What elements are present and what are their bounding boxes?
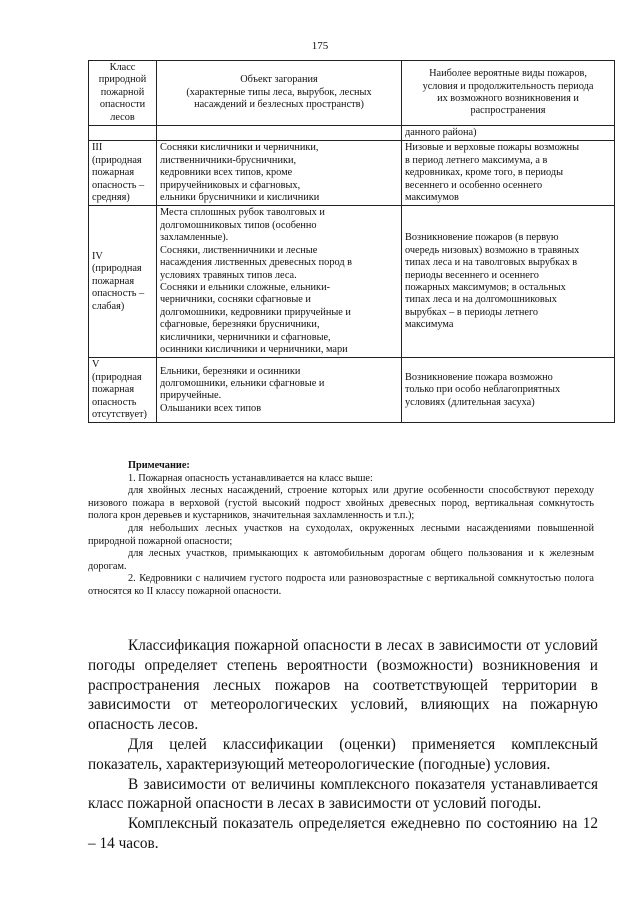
cell-fires: Низовые и верховые пожары возможны в период летнего максимума, а в кедровниках, кроме того, в периоды весеннего и особенно осеннего максимумов <box>402 141 615 206</box>
cell-class: IV (природная пожарная опасность – слабая) <box>89 206 157 358</box>
table-row-continuation <box>89 126 615 141</box>
page-number: 175 <box>311 40 329 52</box>
table-notes <box>88 460 594 599</box>
table-row-class-5 <box>89 358 615 423</box>
cell-objects: Сосняки кисличники и черничники, лиственничники-брусничники, кедровники всех типов, кроме приручейниковых и сфагновых, ельники брусничники и кисличники <box>157 141 402 206</box>
cell-empty <box>89 126 157 141</box>
cell-continuation: данного района) <box>402 126 615 141</box>
paragraph: В зависимости от величины комплексного показателя устанавливается класс пожарной опасности в лесах в зависимости от условий погоды. <box>88 775 598 813</box>
cell-objects: Места сплошных рубок таволговых и долгомошниковых типов (особенно захламленные). Сосняки, лиственничники и лесные насаждения лиственных древесных пород в условиях травяных типов леса. Сосняки и ельники сложные, ельники- черничники, сосняки сфагновые и долгомошники, кедровники приручейные и сфагновые, березняки брусничники, кисличники, черничники и сфагновые, осинники кисличники и черничники, мари <box>157 206 402 358</box>
paragraph: Комплексный показатель определяется ежедневно по состоянию на 12 – 14 часов. <box>88 815 598 852</box>
table-header-row <box>89 61 615 126</box>
header-class: Класс природной пожарной опасности лесов <box>89 61 157 126</box>
header-object: Объект загорания (характерные типы леса, вырубок, лесных насаждений и безлесных пространств) <box>157 61 402 126</box>
main-text <box>88 636 598 854</box>
note-line: для лесных участков, примыкающих к автомобильным дорогам общего пользования и к железным дорогам. <box>88 548 594 572</box>
header-fires: Наиболее вероятные виды пожаров, условия и продолжительность периода их возможного возникновения и распространения <box>402 61 615 126</box>
note-line: 2. Кедровники с наличием густого подроста или разновозрастные с вертикальной сомкнутостью полога относятся ко II классу пожарной опасности. <box>88 573 594 597</box>
cell-objects: Ельники, березняки и осинники долгомошники, ельники сфагновые и приручейные. Ольшаники всех типов <box>157 358 402 423</box>
table-row-class-4 <box>89 206 615 358</box>
cell-fires: Возникновение пожаров (в первую очередь низовых) возможно в травяных типах леса и на таволговых вырубках в периоды весеннего и осеннего пожарных максимумов; в остальных типах леса и на долгомошниковых вырубках – в периоды летнего максимума <box>402 206 615 358</box>
table-row-class-3 <box>89 141 615 206</box>
note-line: 1. Пожарная опасность устанавливается на класс выше: <box>128 472 373 484</box>
cell-class: V (природная пожарная опасность отсутствует) <box>89 358 157 423</box>
notes-title: Примечание: <box>128 460 190 471</box>
note-line: для небольших лесных участков на суходолах, окруженных лесными насаждениями повышенной природной пожарной опасности; <box>88 522 594 547</box>
cell-empty <box>157 126 402 141</box>
cell-class: III (природная пожарная опасность – средняя) <box>89 141 157 206</box>
note-line: для хвойных лесных насаждений, строение которых или другие особенности способствуют переходу низового пожара в верховой (густой высокий подрост хвойных древесных пород, вертикальная сомкнутость полога крон деревьев и кустарников, значительная захламленность и т.п.); <box>88 485 594 522</box>
fire-danger-table <box>88 60 615 423</box>
paragraph: Классификация пожарной опасности в лесах в зависимости от условий погоды определяет степень вероятности (возможности) возникновения и распространения лесных пожаров на соответствующей территории в зависимости от метеорологических условий, влияющих на пожарную опасность лесов. <box>88 637 598 734</box>
paragraph: Для целей классификации (оценки) применяется комплексный показатель, характеризующий метеорологические (погодные) условия. <box>88 735 598 773</box>
cell-fires: Возникновение пожара возможно только при особо неблагоприятных условиях (длительная засуха) <box>402 358 615 423</box>
